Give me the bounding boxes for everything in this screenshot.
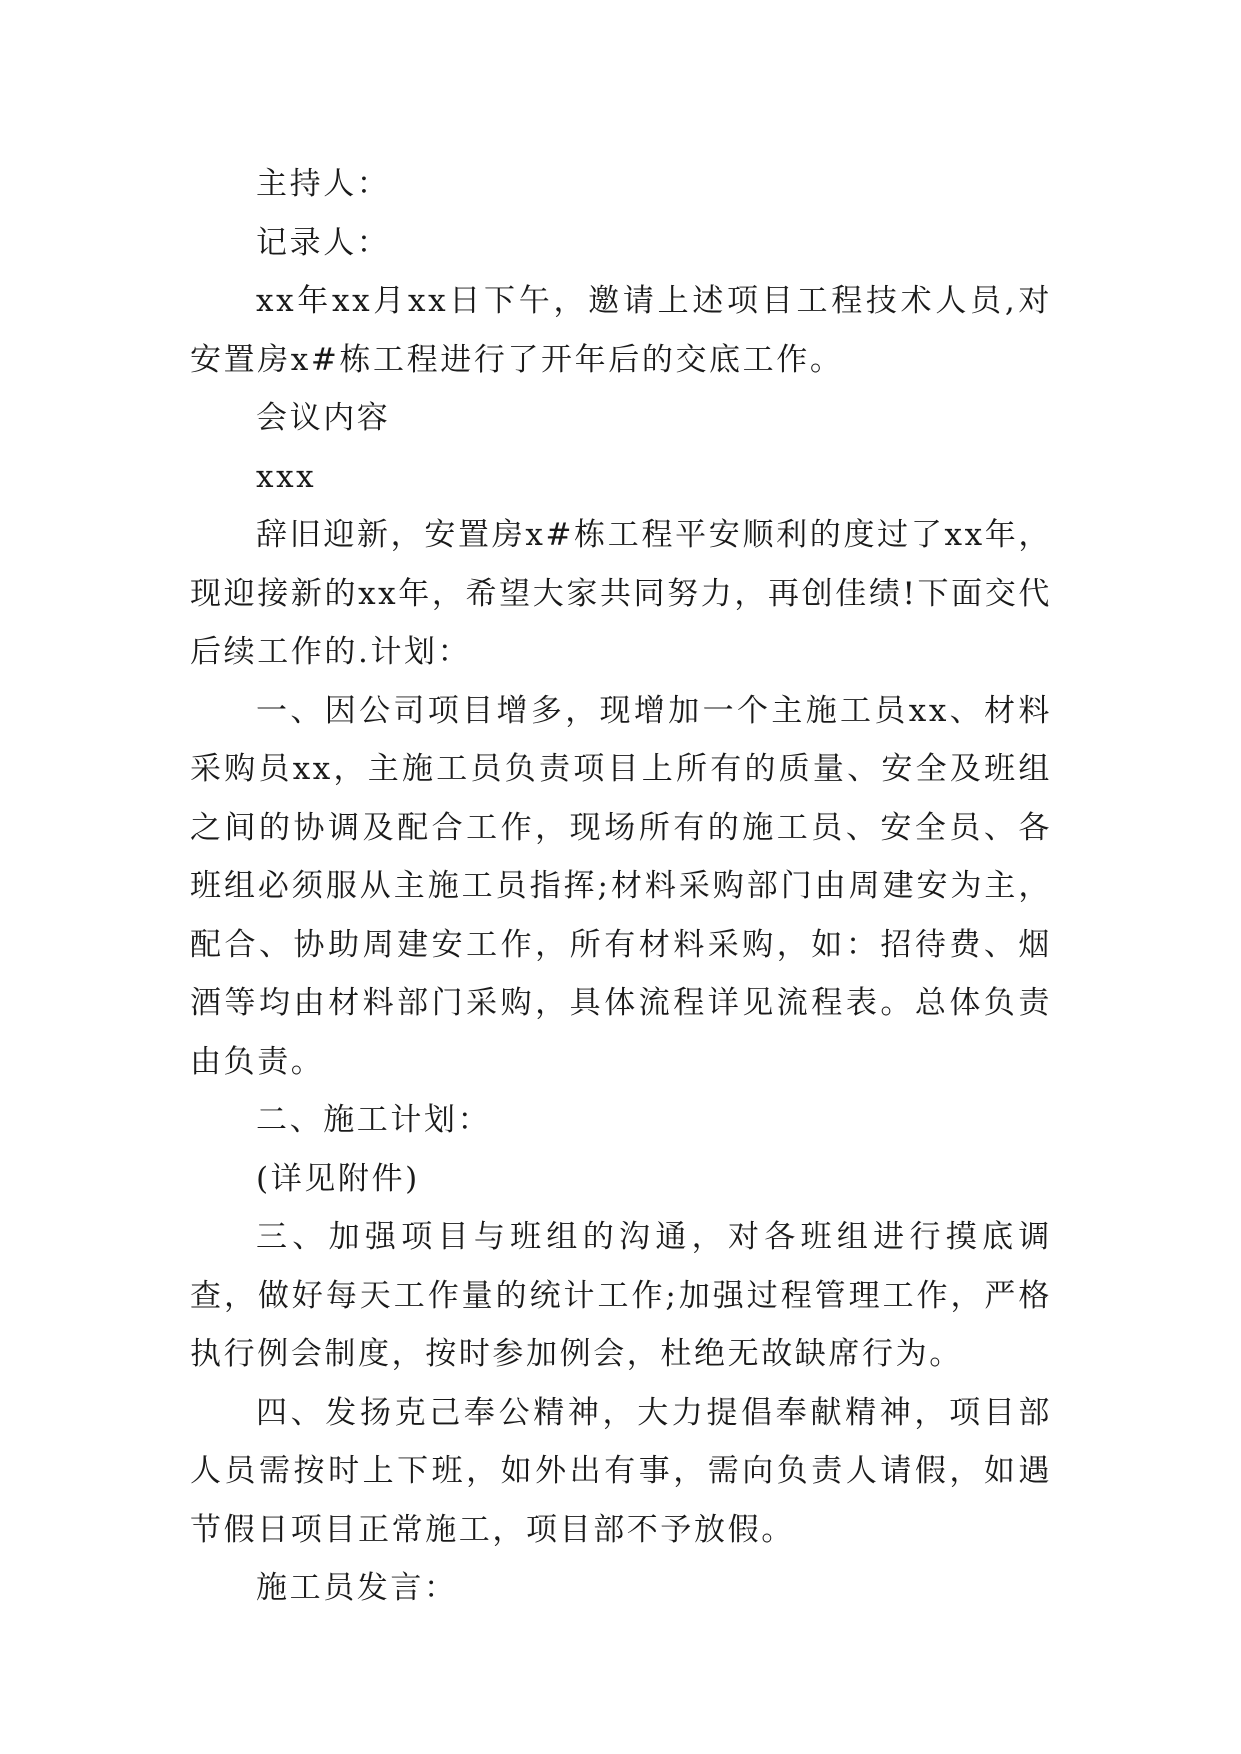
speaker-name: xxx [256, 458, 317, 495]
meeting-content-heading: 会议内容 [256, 400, 391, 436]
item-one-paragraph: 一、因公司项目增多，现增加一个主施工员xx、材料采购员xx，主施工员负责项目上所有的质量、安全及班组之间的协调及配合工作，现场所有的施工员、安全员、各班组必须服从主施工员指挥;材料采购部门由周建安为主，配合、协助周建安工作，所有材料采购，如：招待费、烟酒等均由材料部门采购，具体流程详见流程表。总体负责由负责。 [190, 692, 1052, 1080]
opening-remarks-paragraph: 辞旧迎新，安置房x#栋工程平安顺利的度过了xx年，现迎接新的xx年，希望大家共同努力，再创佳绩!下面交代后续工作的.计划： [190, 517, 1052, 670]
item-two-heading: 二、施工计划： [256, 1102, 492, 1138]
attachment-note: (详见附件) [256, 1160, 420, 1197]
document-page [190, 155, 1052, 1618]
construction-staff-speech-heading: 施工员发言： [256, 1570, 458, 1606]
item-four-paragraph: 四、发扬克己奉公精神，大力提倡奉献精神，项目部人员需按时上下班，如外出有事，需向负责人请假，如遇节假日项目正常施工，项目部不予放假。 [190, 1394, 1052, 1548]
meeting-intro-paragraph: xx年xx月xx日下午，邀请上述项目工程技术人员,对安置房x#栋工程进行了开年后的交底工作。 [190, 283, 1052, 378]
recorder-line: 记录人： [256, 224, 391, 261]
host-line: 主持人： [256, 166, 391, 202]
item-three-paragraph: 三、加强项目与班组的沟通，对各班组进行摸底调查，做好每天工作量的统计工作;加强过程管理工作，严格执行例会制度，按时参加例会，杜绝无故缺席行为。 [190, 1219, 1052, 1372]
